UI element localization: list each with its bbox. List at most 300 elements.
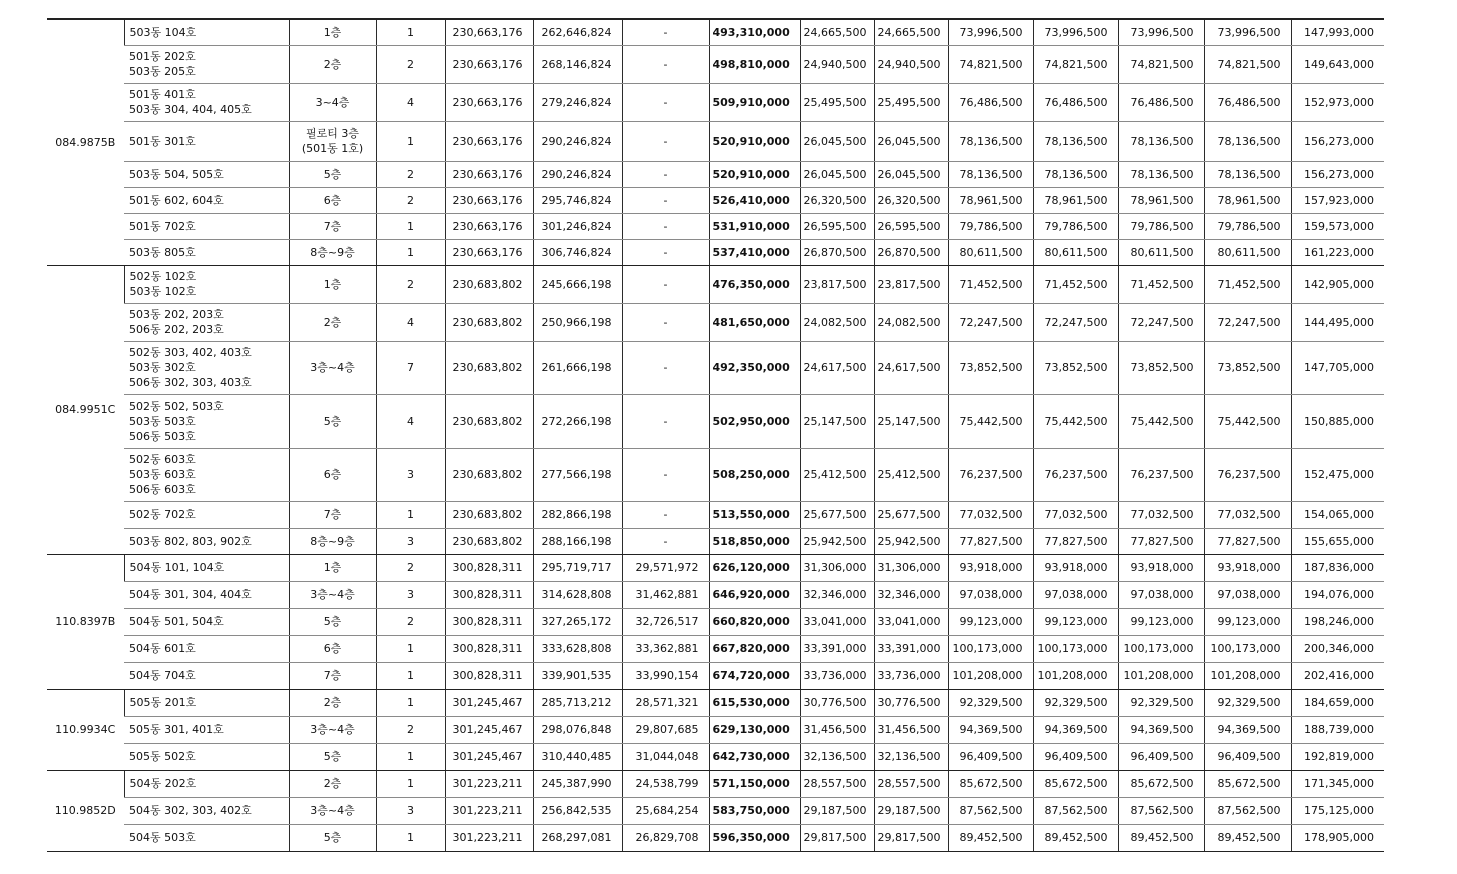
floor-line: 5층 (323, 167, 342, 181)
unit-numbers-line: 503동 304, 404, 405호 (129, 103, 252, 116)
floor-cell (289, 83, 376, 121)
contract-deposit-1-cell: 25,942,500 (800, 528, 874, 554)
contract-deposit-1-cell: 31,456,500 (800, 716, 874, 743)
contract-deposit-2-cell: 25,412,500 (874, 448, 948, 501)
total-price-cell: 492,350,000 (709, 341, 800, 394)
floor-cell (289, 770, 376, 797)
contract-deposit-2-cell: 33,736,000 (874, 662, 948, 689)
interim-payment-2-cell: 80,611,500 (1033, 239, 1118, 265)
interim-payment-2-cell: 100,173,000 (1033, 635, 1118, 662)
interim-payment-4-cell: 77,827,500 (1204, 528, 1291, 554)
vat-cell: - (622, 448, 709, 501)
total-price-cell: 629,130,000 (709, 716, 800, 743)
interim-payment-1-cell: 89,452,500 (948, 824, 1033, 851)
interim-payment-3-cell: 78,136,500 (1118, 121, 1204, 161)
unit-numbers-cell (124, 121, 289, 161)
contract-deposit-2-cell: 25,942,500 (874, 528, 948, 554)
interim-payment-1-cell: 78,136,500 (948, 121, 1033, 161)
unit-numbers-line: 505동 301, 401호 (129, 723, 224, 736)
vat-cell: 31,462,881 (622, 581, 709, 608)
building-price-cell: 245,387,990 (533, 770, 622, 797)
table-row (47, 635, 1384, 662)
interim-payment-4-cell: 78,961,500 (1204, 187, 1291, 213)
contract-deposit-2-cell: 29,817,500 (874, 824, 948, 851)
unit-numbers-line: 501동 602, 604호 (129, 193, 224, 207)
floor-line: 6층 (323, 642, 342, 655)
floor-line: 2층 (323, 57, 342, 71)
contract-deposit-1-cell: 32,346,000 (800, 581, 874, 608)
unit-numbers-line: 501동 301호 (129, 134, 196, 148)
unit-numbers-line: 506동 503호 (129, 429, 196, 443)
contract-deposit-2-cell: 28,557,500 (874, 770, 948, 797)
unit-numbers-cell (124, 45, 289, 83)
unit-numbers-cell (124, 83, 289, 121)
land-price-cell: 300,828,311 (445, 581, 533, 608)
interim-payment-3-cell: 101,208,000 (1118, 662, 1204, 689)
interim-payment-4-cell: 94,369,500 (1204, 716, 1291, 743)
floor-line: 7층 (323, 508, 342, 521)
total-price-cell: 660,820,000 (709, 608, 800, 635)
building-price-cell: 279,246,824 (533, 83, 622, 121)
total-price-cell: 642,730,000 (709, 743, 800, 770)
interim-payment-4-cell: 72,247,500 (1204, 303, 1291, 341)
building-price-cell: 282,866,198 (533, 501, 622, 528)
table-row (47, 501, 1384, 528)
floor-line: 필로티 3층 (306, 127, 359, 140)
land-price-cell: 230,683,802 (445, 265, 533, 303)
interim-payment-4-cell: 101,208,000 (1204, 662, 1291, 689)
interim-payment-1-cell: 78,961,500 (948, 187, 1033, 213)
housing-type-cell: 110.8397B (47, 554, 124, 689)
land-price-cell: 230,683,802 (445, 448, 533, 501)
unit-numbers-cell (124, 394, 289, 448)
floor-cell (289, 45, 376, 83)
unit-count-cell: 2 (376, 608, 445, 635)
total-price-cell: 596,350,000 (709, 824, 800, 851)
unit-numbers-cell (124, 581, 289, 608)
unit-numbers-line: 503동 603호 (129, 468, 196, 481)
balance-payment-cell: 149,643,000 (1291, 45, 1384, 83)
land-price-cell: 301,223,211 (445, 824, 533, 851)
balance-payment-cell: 144,495,000 (1291, 303, 1384, 341)
floor-cell (289, 19, 376, 45)
floor-line: 1층 (323, 25, 342, 39)
interim-payment-2-cell: 74,821,500 (1033, 45, 1118, 83)
balance-payment-cell: 194,076,000 (1291, 581, 1384, 608)
building-price-cell: 250,966,198 (533, 303, 622, 341)
land-price-cell: 230,663,176 (445, 239, 533, 265)
unit-numbers-cell (124, 528, 289, 554)
land-price-cell: 301,245,467 (445, 743, 533, 770)
floor-cell (289, 528, 376, 554)
vat-cell: - (622, 161, 709, 187)
table-row (47, 341, 1384, 394)
vat-cell: 28,571,321 (622, 689, 709, 716)
unit-count-cell: 4 (376, 394, 445, 448)
interim-payment-2-cell: 101,208,000 (1033, 662, 1118, 689)
contract-deposit-2-cell: 26,595,500 (874, 213, 948, 239)
balance-payment-cell: 157,923,000 (1291, 187, 1384, 213)
interim-payment-1-cell: 93,918,000 (948, 554, 1033, 581)
building-price-cell: 268,297,081 (533, 824, 622, 851)
unit-numbers-cell (124, 341, 289, 394)
land-price-cell: 300,828,311 (445, 635, 533, 662)
total-price-cell: 531,910,000 (709, 213, 800, 239)
balance-payment-cell: 147,705,000 (1291, 341, 1384, 394)
unit-numbers-cell (124, 743, 289, 770)
contract-deposit-1-cell: 33,041,000 (800, 608, 874, 635)
unit-count-cell: 3 (376, 797, 445, 824)
balance-payment-cell: 200,346,000 (1291, 635, 1384, 662)
unit-numbers-line: 501동 202호 (129, 50, 196, 63)
building-price-cell: 310,440,485 (533, 743, 622, 770)
land-price-cell: 230,663,176 (445, 121, 533, 161)
floor-cell (289, 662, 376, 689)
interim-payment-3-cell: 73,852,500 (1118, 341, 1204, 394)
floor-line: 3층~4층 (310, 588, 355, 601)
unit-numbers-cell (124, 716, 289, 743)
contract-deposit-2-cell: 23,817,500 (874, 265, 948, 303)
table-row (47, 716, 1384, 743)
interim-payment-4-cell: 97,038,000 (1204, 581, 1291, 608)
floor-line: 5층 (323, 750, 342, 763)
unit-numbers-cell (124, 239, 289, 265)
interim-payment-3-cell: 79,786,500 (1118, 213, 1204, 239)
floor-line: 6층 (323, 468, 342, 481)
unit-numbers-cell (124, 824, 289, 851)
building-price-cell: 295,719,717 (533, 554, 622, 581)
floor-cell (289, 716, 376, 743)
floor-cell (289, 448, 376, 501)
interim-payment-3-cell: 100,173,000 (1118, 635, 1204, 662)
unit-count-cell: 1 (376, 770, 445, 797)
contract-deposit-2-cell: 33,041,000 (874, 608, 948, 635)
land-price-cell: 230,663,176 (445, 45, 533, 83)
vat-cell: - (622, 213, 709, 239)
unit-count-cell: 1 (376, 19, 445, 45)
floor-line: 5층 (323, 615, 342, 628)
vat-cell: - (622, 303, 709, 341)
land-price-cell: 230,683,802 (445, 303, 533, 341)
interim-payment-1-cell: 94,369,500 (948, 716, 1033, 743)
unit-numbers-line: 501동 401호 (129, 88, 196, 101)
interim-payment-3-cell: 78,136,500 (1118, 161, 1204, 187)
interim-payment-4-cell: 76,486,500 (1204, 83, 1291, 121)
interim-payment-2-cell: 94,369,500 (1033, 716, 1118, 743)
building-price-cell: 285,713,212 (533, 689, 622, 716)
vat-cell: - (622, 528, 709, 554)
interim-payment-3-cell: 87,562,500 (1118, 797, 1204, 824)
unit-numbers-cell (124, 501, 289, 528)
table-row (47, 213, 1384, 239)
interim-payment-4-cell: 93,918,000 (1204, 554, 1291, 581)
interim-payment-1-cell: 72,247,500 (948, 303, 1033, 341)
unit-numbers-cell (124, 554, 289, 581)
contract-deposit-2-cell: 26,320,500 (874, 187, 948, 213)
interim-payment-1-cell: 85,672,500 (948, 770, 1033, 797)
building-price-cell: 314,628,808 (533, 581, 622, 608)
unit-count-cell: 1 (376, 689, 445, 716)
floor-cell (289, 554, 376, 581)
interim-payment-1-cell: 96,409,500 (948, 743, 1033, 770)
contract-deposit-1-cell: 31,306,000 (800, 554, 874, 581)
unit-numbers-line: 504동 503호 (129, 831, 196, 844)
table-row (47, 797, 1384, 824)
interim-payment-1-cell: 78,136,500 (948, 161, 1033, 187)
land-price-cell: 230,663,176 (445, 213, 533, 239)
unit-count-cell: 1 (376, 662, 445, 689)
vat-cell: - (622, 83, 709, 121)
vat-cell: - (622, 501, 709, 528)
unit-numbers-line: 502동 702호 (129, 508, 196, 521)
interim-payment-4-cell: 73,996,500 (1204, 19, 1291, 45)
contract-deposit-2-cell: 24,617,500 (874, 341, 948, 394)
unit-numbers-line: 506동 202, 203호 (129, 323, 224, 336)
total-price-cell: 498,810,000 (709, 45, 800, 83)
unit-count-cell: 1 (376, 743, 445, 770)
building-price-cell: 333,628,808 (533, 635, 622, 662)
interim-payment-1-cell: 80,611,500 (948, 239, 1033, 265)
contract-deposit-2-cell: 31,306,000 (874, 554, 948, 581)
unit-count-cell: 4 (376, 303, 445, 341)
contract-deposit-1-cell: 33,391,000 (800, 635, 874, 662)
balance-payment-cell: 142,905,000 (1291, 265, 1384, 303)
interim-payment-1-cell: 73,852,500 (948, 341, 1033, 394)
unit-numbers-line: 504동 101, 104호 (129, 561, 225, 574)
unit-numbers-cell (124, 161, 289, 187)
vat-cell: - (622, 394, 709, 448)
unit-numbers-line: 504동 301, 304, 404호 (129, 588, 252, 601)
contract-deposit-2-cell: 26,045,500 (874, 121, 948, 161)
interim-payment-3-cell: 76,486,500 (1118, 83, 1204, 121)
unit-numbers-cell (124, 689, 289, 716)
total-price-cell: 615,530,000 (709, 689, 800, 716)
vat-cell: 29,571,972 (622, 554, 709, 581)
contract-deposit-1-cell: 26,045,500 (800, 121, 874, 161)
floor-line: 3~4층 (315, 95, 350, 109)
interim-payment-3-cell: 78,961,500 (1118, 187, 1204, 213)
land-price-cell: 301,245,467 (445, 716, 533, 743)
interim-payment-3-cell: 94,369,500 (1118, 716, 1204, 743)
interim-payment-3-cell: 73,996,500 (1118, 19, 1204, 45)
balance-payment-cell: 152,973,000 (1291, 83, 1384, 121)
interim-payment-3-cell: 74,821,500 (1118, 45, 1204, 83)
contract-deposit-1-cell: 23,817,500 (800, 265, 874, 303)
vat-cell: - (622, 341, 709, 394)
interim-payment-2-cell: 77,827,500 (1033, 528, 1118, 554)
balance-payment-cell: 202,416,000 (1291, 662, 1384, 689)
building-price-cell: 245,666,198 (533, 265, 622, 303)
total-price-cell: 476,350,000 (709, 265, 800, 303)
balance-payment-cell: 171,345,000 (1291, 770, 1384, 797)
unit-count-cell: 1 (376, 501, 445, 528)
interim-payment-2-cell: 97,038,000 (1033, 581, 1118, 608)
vat-cell: 29,807,685 (622, 716, 709, 743)
unit-numbers-line: 503동 805호 (129, 245, 196, 259)
interim-payment-3-cell: 75,442,500 (1118, 394, 1204, 448)
table-body (47, 19, 1384, 851)
contract-deposit-1-cell: 25,495,500 (800, 83, 874, 121)
contract-deposit-1-cell: 26,045,500 (800, 161, 874, 187)
unit-price-table (47, 18, 1384, 852)
vat-cell: 32,726,517 (622, 608, 709, 635)
interim-payment-4-cell: 87,562,500 (1204, 797, 1291, 824)
interim-payment-4-cell: 79,786,500 (1204, 213, 1291, 239)
contract-deposit-2-cell: 24,940,500 (874, 45, 948, 83)
interim-payment-4-cell: 92,329,500 (1204, 689, 1291, 716)
floor-cell (289, 303, 376, 341)
interim-payment-3-cell: 96,409,500 (1118, 743, 1204, 770)
unit-numbers-line: 502동 603호 (129, 453, 196, 466)
unit-count-cell: 1 (376, 824, 445, 851)
contract-deposit-2-cell: 32,346,000 (874, 581, 948, 608)
unit-numbers-line: 503동 302호 (129, 361, 196, 374)
unit-numbers-cell (124, 797, 289, 824)
interim-payment-2-cell: 99,123,000 (1033, 608, 1118, 635)
balance-payment-cell: 150,885,000 (1291, 394, 1384, 448)
price-table-container (47, 18, 1384, 852)
building-price-cell: 256,842,535 (533, 797, 622, 824)
contract-deposit-1-cell: 24,665,500 (800, 19, 874, 45)
contract-deposit-2-cell: 32,136,500 (874, 743, 948, 770)
floor-cell (289, 824, 376, 851)
floor-line: 3층~4층 (310, 723, 355, 736)
interim-payment-1-cell: 71,452,500 (948, 265, 1033, 303)
interim-payment-1-cell: 97,038,000 (948, 581, 1033, 608)
interim-payment-2-cell: 96,409,500 (1033, 743, 1118, 770)
balance-payment-cell: 184,659,000 (1291, 689, 1384, 716)
interim-payment-3-cell: 99,123,000 (1118, 608, 1204, 635)
unit-numbers-line: 503동 205호 (129, 65, 196, 78)
building-price-cell: 339,901,535 (533, 662, 622, 689)
interim-payment-3-cell: 71,452,500 (1118, 265, 1204, 303)
total-price-cell: 509,910,000 (709, 83, 800, 121)
interim-payment-2-cell: 75,442,500 (1033, 394, 1118, 448)
balance-payment-cell: 159,573,000 (1291, 213, 1384, 239)
interim-payment-3-cell: 85,672,500 (1118, 770, 1204, 797)
total-price-cell: 508,250,000 (709, 448, 800, 501)
total-price-cell: 518,850,000 (709, 528, 800, 554)
unit-numbers-line: 504동 302, 303, 402호 (129, 804, 252, 817)
balance-payment-cell: 178,905,000 (1291, 824, 1384, 851)
unit-numbers-line: 506동 603호 (129, 483, 196, 496)
unit-numbers-line: 505동 502호 (129, 750, 196, 763)
interim-payment-2-cell: 78,136,500 (1033, 121, 1118, 161)
interim-payment-2-cell: 78,961,500 (1033, 187, 1118, 213)
contract-deposit-2-cell: 26,870,500 (874, 239, 948, 265)
unit-numbers-line: 504동 202호 (129, 777, 197, 790)
floor-line: 3층~4층 (310, 804, 355, 817)
interim-payment-3-cell: 97,038,000 (1118, 581, 1204, 608)
floor-cell (289, 239, 376, 265)
contract-deposit-2-cell: 24,082,500 (874, 303, 948, 341)
balance-payment-cell: 188,739,000 (1291, 716, 1384, 743)
floor-line: 1층 (323, 561, 342, 574)
floor-line: 2층 (323, 696, 342, 709)
unit-numbers-cell (124, 265, 289, 303)
contract-deposit-2-cell: 29,187,500 (874, 797, 948, 824)
unit-numbers-cell (124, 448, 289, 501)
unit-numbers-line: 504동 601호 (129, 642, 196, 655)
unit-numbers-line: 501동 702호 (129, 219, 196, 233)
table-row (47, 265, 1384, 303)
interim-payment-4-cell: 78,136,500 (1204, 121, 1291, 161)
unit-numbers-line: 503동 202, 203호 (129, 308, 224, 321)
building-price-cell: 288,166,198 (533, 528, 622, 554)
interim-payment-4-cell: 80,611,500 (1204, 239, 1291, 265)
total-price-cell: 537,410,000 (709, 239, 800, 265)
unit-count-cell: 2 (376, 554, 445, 581)
floor-cell (289, 797, 376, 824)
interim-payment-2-cell: 92,329,500 (1033, 689, 1118, 716)
interim-payment-3-cell: 77,827,500 (1118, 528, 1204, 554)
table-row (47, 528, 1384, 554)
contract-deposit-1-cell: 29,187,500 (800, 797, 874, 824)
building-price-cell: 306,746,824 (533, 239, 622, 265)
interim-payment-2-cell: 78,136,500 (1033, 161, 1118, 187)
interim-payment-2-cell: 73,996,500 (1033, 19, 1118, 45)
contract-deposit-1-cell: 24,082,500 (800, 303, 874, 341)
floor-line: 6층 (323, 193, 342, 207)
table-row (47, 239, 1384, 265)
land-price-cell: 300,828,311 (445, 554, 533, 581)
interim-payment-1-cell: 76,237,500 (948, 448, 1033, 501)
table-row (47, 303, 1384, 341)
balance-payment-cell: 147,993,000 (1291, 19, 1384, 45)
floor-line: 7층 (323, 669, 342, 682)
contract-deposit-1-cell: 26,320,500 (800, 187, 874, 213)
interim-payment-4-cell: 78,136,500 (1204, 161, 1291, 187)
floor-cell (289, 501, 376, 528)
land-price-cell: 230,683,802 (445, 394, 533, 448)
total-price-cell: 646,920,000 (709, 581, 800, 608)
land-price-cell: 230,663,176 (445, 83, 533, 121)
contract-deposit-1-cell: 24,940,500 (800, 45, 874, 83)
unit-numbers-cell (124, 187, 289, 213)
unit-numbers-line: 505동 201호 (129, 696, 197, 709)
building-price-cell: 277,566,198 (533, 448, 622, 501)
balance-payment-cell: 156,273,000 (1291, 161, 1384, 187)
land-price-cell: 300,828,311 (445, 662, 533, 689)
unit-count-cell: 2 (376, 716, 445, 743)
land-price-cell: 230,683,802 (445, 501, 533, 528)
building-price-cell: 272,266,198 (533, 394, 622, 448)
contract-deposit-1-cell: 25,677,500 (800, 501, 874, 528)
floor-cell (289, 121, 376, 161)
unit-count-cell: 3 (376, 528, 445, 554)
interim-payment-3-cell: 72,247,500 (1118, 303, 1204, 341)
table-row (47, 689, 1384, 716)
total-price-cell: 493,310,000 (709, 19, 800, 45)
interim-payment-3-cell: 93,918,000 (1118, 554, 1204, 581)
table-row (47, 161, 1384, 187)
vat-cell: 25,684,254 (622, 797, 709, 824)
unit-numbers-line: 502동 502, 503호 (129, 399, 224, 413)
building-price-cell: 298,076,848 (533, 716, 622, 743)
floor-cell (289, 161, 376, 187)
unit-numbers-line: 503동 102호 (129, 285, 197, 298)
interim-payment-1-cell: 73,996,500 (948, 19, 1033, 45)
contract-deposit-1-cell: 29,817,500 (800, 824, 874, 851)
vat-cell: 31,044,048 (622, 743, 709, 770)
contract-deposit-1-cell: 25,412,500 (800, 448, 874, 501)
vat-cell: - (622, 121, 709, 161)
contract-deposit-2-cell: 26,045,500 (874, 161, 948, 187)
total-price-cell: 513,550,000 (709, 501, 800, 528)
interim-payment-1-cell: 99,123,000 (948, 608, 1033, 635)
table-row (47, 45, 1384, 83)
floor-line: 5층 (323, 414, 342, 428)
